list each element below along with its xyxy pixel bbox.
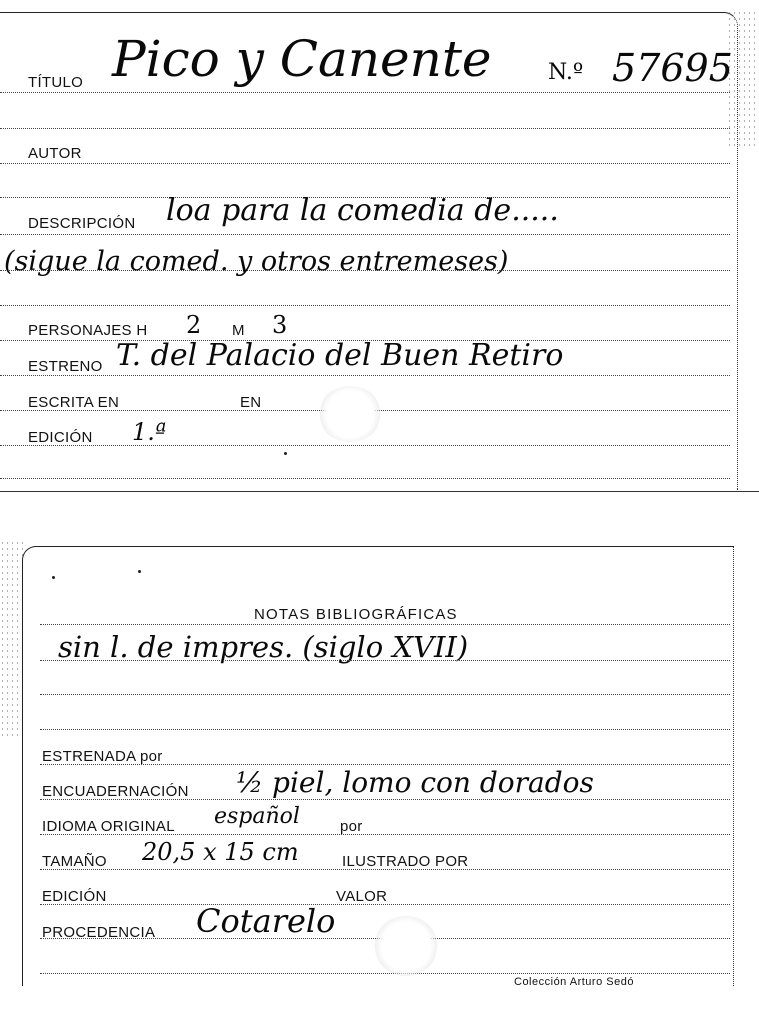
ink-dot: [52, 576, 55, 579]
paper-speckle: [0, 540, 24, 740]
procedencia-value: Cotarelo: [196, 902, 336, 940]
personajes-m-label: M: [232, 322, 245, 339]
coleccion-label: Colección Arturo Sedó: [514, 976, 634, 988]
procedencia-label: PROCEDENCIA: [42, 924, 156, 941]
rule-line: [40, 660, 730, 661]
personajes-m-value: 3: [272, 311, 288, 339]
notas-value: sin l. de impres. (siglo XVII): [58, 630, 469, 664]
rule-line: [40, 729, 730, 730]
numero-value: 57695: [612, 46, 733, 90]
ink-dot: [138, 570, 141, 573]
por-label: por: [340, 818, 363, 835]
rule-line: [0, 375, 730, 376]
descripcion-value-2: (sigue la comed. y otros entremeses): [4, 246, 509, 277]
notas-label: NOTAS BIBLIOGRÁFICAS: [254, 606, 458, 623]
personajes-label: PERSONAJES H: [28, 322, 148, 339]
rule-line: [0, 163, 730, 164]
card-separator: [0, 491, 759, 492]
estreno-label: ESTRENO: [28, 358, 103, 375]
rule-line: [40, 694, 730, 695]
numero-label: N.º: [548, 60, 584, 85]
encuadernacion-label: ENCUADERNACIÓN: [42, 783, 189, 800]
rule-line: [0, 478, 730, 479]
descripcion-value: loa para la comedia de.....: [166, 193, 559, 228]
stamp-mark: [374, 916, 438, 976]
en-label: EN: [240, 394, 262, 411]
titulo-label: TÍTULO: [28, 74, 84, 91]
autor-label: AUTOR: [28, 145, 82, 162]
tamano-value: 20,5 x 15 cm: [142, 838, 299, 866]
ink-dot: [284, 452, 287, 455]
estreno-value: T. del Palacio del Buen Retiro: [116, 338, 564, 373]
edicion-label: EDICIÓN: [28, 429, 93, 446]
edicion-label-back: EDICIÓN: [42, 888, 107, 905]
ilustrado-label: ILUSTRADO POR: [342, 853, 469, 870]
tamano-label: TAMAÑO: [42, 853, 107, 870]
stamp-mark: [318, 386, 382, 442]
rule-line: [0, 92, 730, 93]
rule-line: [0, 234, 730, 235]
rule-line: [0, 128, 730, 129]
valor-label: VALOR: [336, 888, 388, 905]
rule-line: [40, 624, 730, 625]
edicion-value: 1.ª: [132, 418, 167, 446]
titulo-value: Pico y Canente: [112, 30, 492, 88]
personajes-h-value: 2: [186, 311, 202, 339]
idioma-label: IDIOMA ORIGINAL: [42, 818, 175, 835]
rule-line: [40, 973, 730, 974]
rule-line: [0, 445, 730, 446]
encuadernacion-value: ½ piel, lomo con dorados: [236, 766, 594, 799]
descripcion-label: DESCRIPCIÓN: [28, 215, 136, 232]
estrenada-label: ESTRENADA por: [42, 748, 163, 765]
rule-line: [0, 305, 730, 306]
escrita-label: ESCRITA EN: [28, 394, 120, 411]
idioma-value: español: [214, 804, 300, 829]
